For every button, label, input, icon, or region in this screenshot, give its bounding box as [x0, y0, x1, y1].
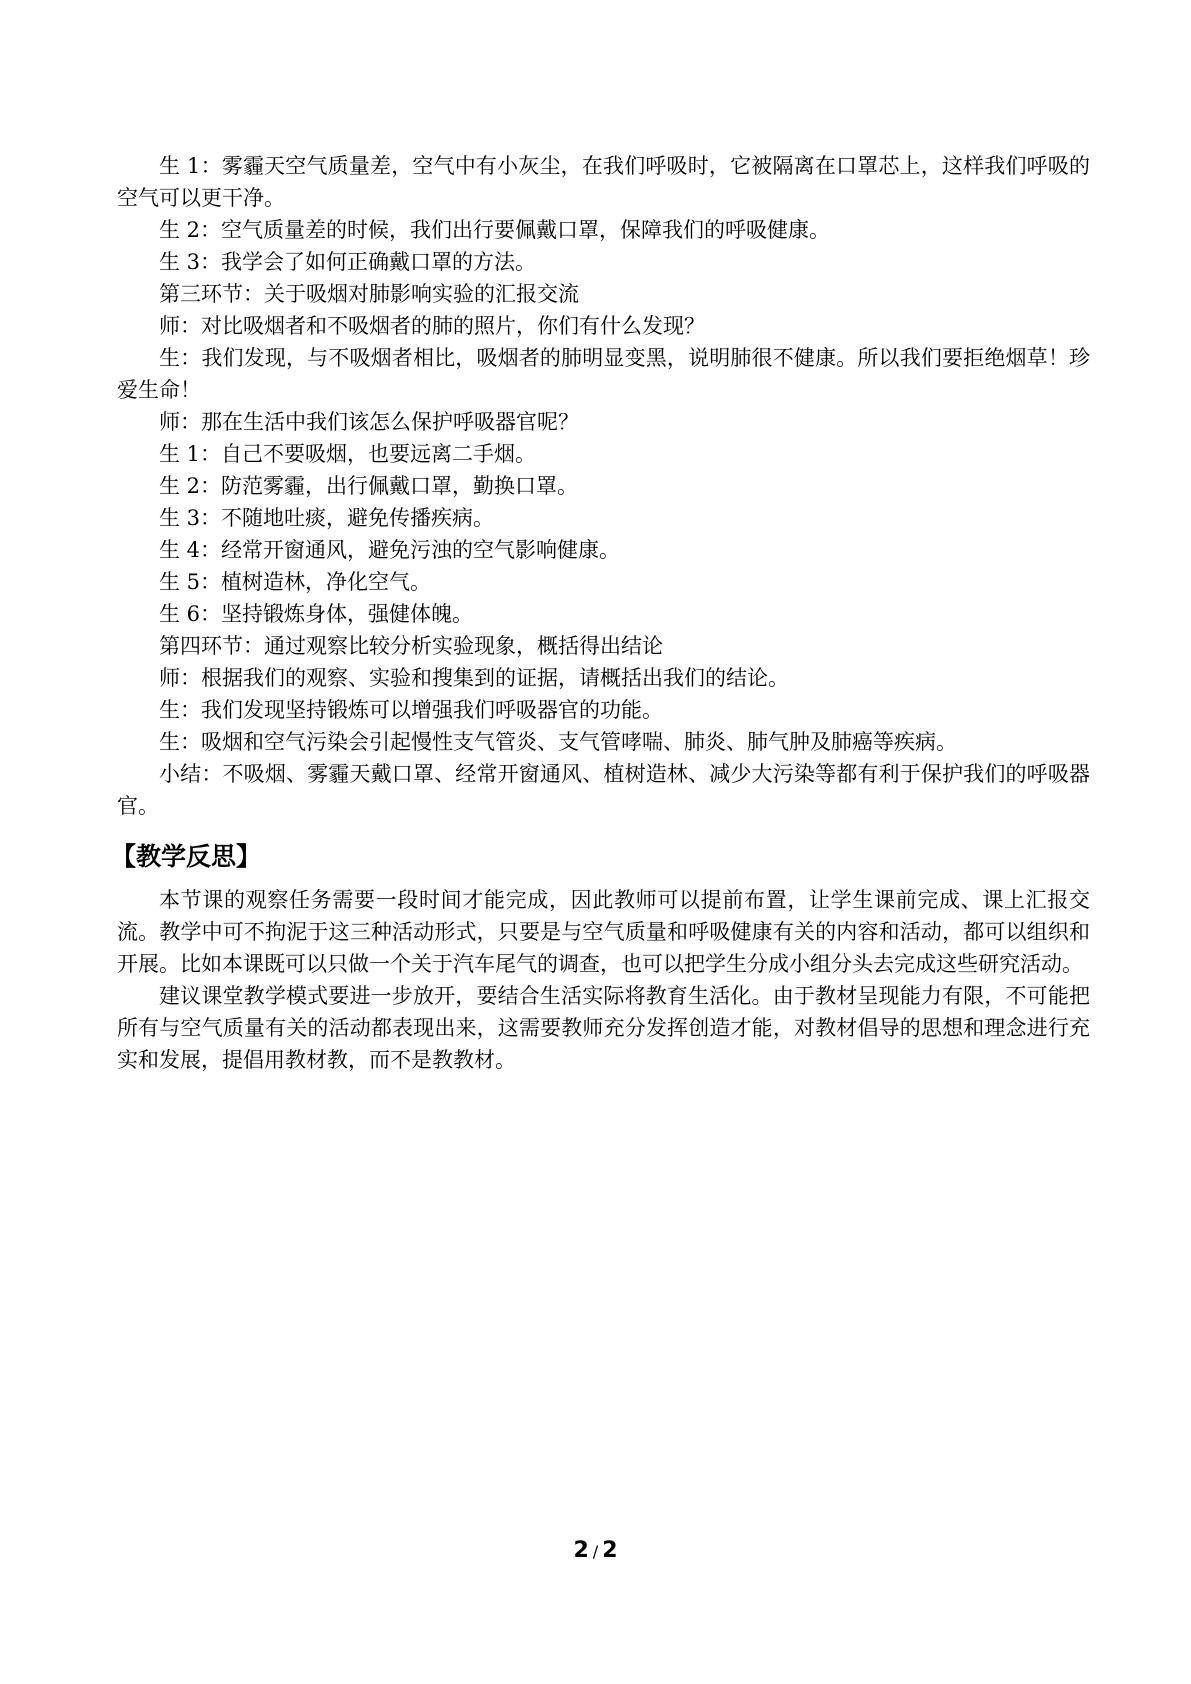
- reflection-section: [117, 884, 1090, 1076]
- paragraph: 生 3：我学会了如何正确戴口罩的方法。: [159, 250, 537, 274]
- paragraph: 生 1：雾霾天空气质量差，空气中有小灰尘，在我们呼吸时，它被隔离在口罩芯上，这样我们呼吸的空气可以更干净。: [117, 154, 1090, 210]
- paragraph: 第三环节：关于吸烟对肺影响实验的汇报交流: [159, 282, 579, 306]
- paragraph: 生 2：空气质量差的时候，我们出行要佩戴口罩，保障我们的呼吸健康。: [159, 218, 831, 242]
- paragraph: 生：吸烟和空气污染会引起慢性支气管炎、支气管哮喘、肺炎、肺气肿及肺癌等疾病。: [159, 730, 957, 754]
- paragraph: 生：我们发现，与不吸烟者相比，吸烟者的肺明显变黑，说明肺很不健康。所以我们要拒绝烟草！珍爱生命！: [117, 346, 1090, 402]
- page-separator: /: [592, 1542, 599, 1561]
- section-heading: 【教学反思】: [111, 842, 262, 871]
- paragraph: 生 2：防范雾霾，出行佩戴口罩，勤换口罩。: [159, 474, 579, 498]
- paragraph: 生 4：经常开窗通风，避免污浊的空气影响健康。: [159, 538, 621, 562]
- paragraph: 生 1：自己不要吸烟，也要远离二手烟。: [159, 442, 537, 466]
- paragraph: 建议课堂教学模式要进一步放开，要结合生活实际将教育生活化。由于教材呈现能力有限，不可能把所有与空气质量有关的活动都表现出来，这需要教师充分发挥创造才能，对教材倡导的思想和理念进行充实和发展，提倡用教材教，而不是教教材。: [117, 984, 1090, 1072]
- dialogue-section: [117, 150, 1090, 822]
- document-body: [111, 150, 1090, 1076]
- current-page: 2: [573, 1538, 589, 1563]
- total-pages: 2: [602, 1538, 618, 1563]
- paragraph: 师：那在生活中我们该怎么保护呼吸器官呢？: [159, 410, 579, 434]
- paragraph: 生 6：坚持锻炼身体，强健体魄。: [159, 602, 474, 626]
- paragraph: 师：根据我们的观察、实验和搜集到的证据，请概括出我们的结论。: [159, 666, 789, 690]
- paragraph: 生 5：植树造林，净化空气。: [159, 570, 432, 594]
- paragraph: 小结：不吸烟、雾霾天戴口罩、经常开窗通风、植树造林、减少大污染等都有利于保护我们的呼吸器官。: [117, 762, 1090, 818]
- paragraph: 本节课的观察任务需要一段时间才能完成，因此教师可以提前布置，让学生课前完成、课上汇报交流。教学中可不拘泥于这三种活动形式，只要是与空气质量和呼吸健康有关的内容和活动，都可以组织和开展。比如本课既可以只做一个关于汽车尾气的调查，也可以把学生分成小组分头去完成这些研究活动。: [117, 888, 1090, 976]
- page-number: [0, 1538, 1191, 1563]
- paragraph: 生 3：不随地吐痰，避免传播疾病。: [159, 506, 495, 530]
- paragraph: 师：对比吸烟者和不吸烟者的肺的照片，你们有什么发现？: [159, 314, 705, 338]
- paragraph: 生：我们发现坚持锻炼可以增强我们呼吸器官的功能。: [159, 698, 663, 722]
- paragraph: 第四环节：通过观察比较分析实验现象，概括得出结论: [159, 634, 663, 658]
